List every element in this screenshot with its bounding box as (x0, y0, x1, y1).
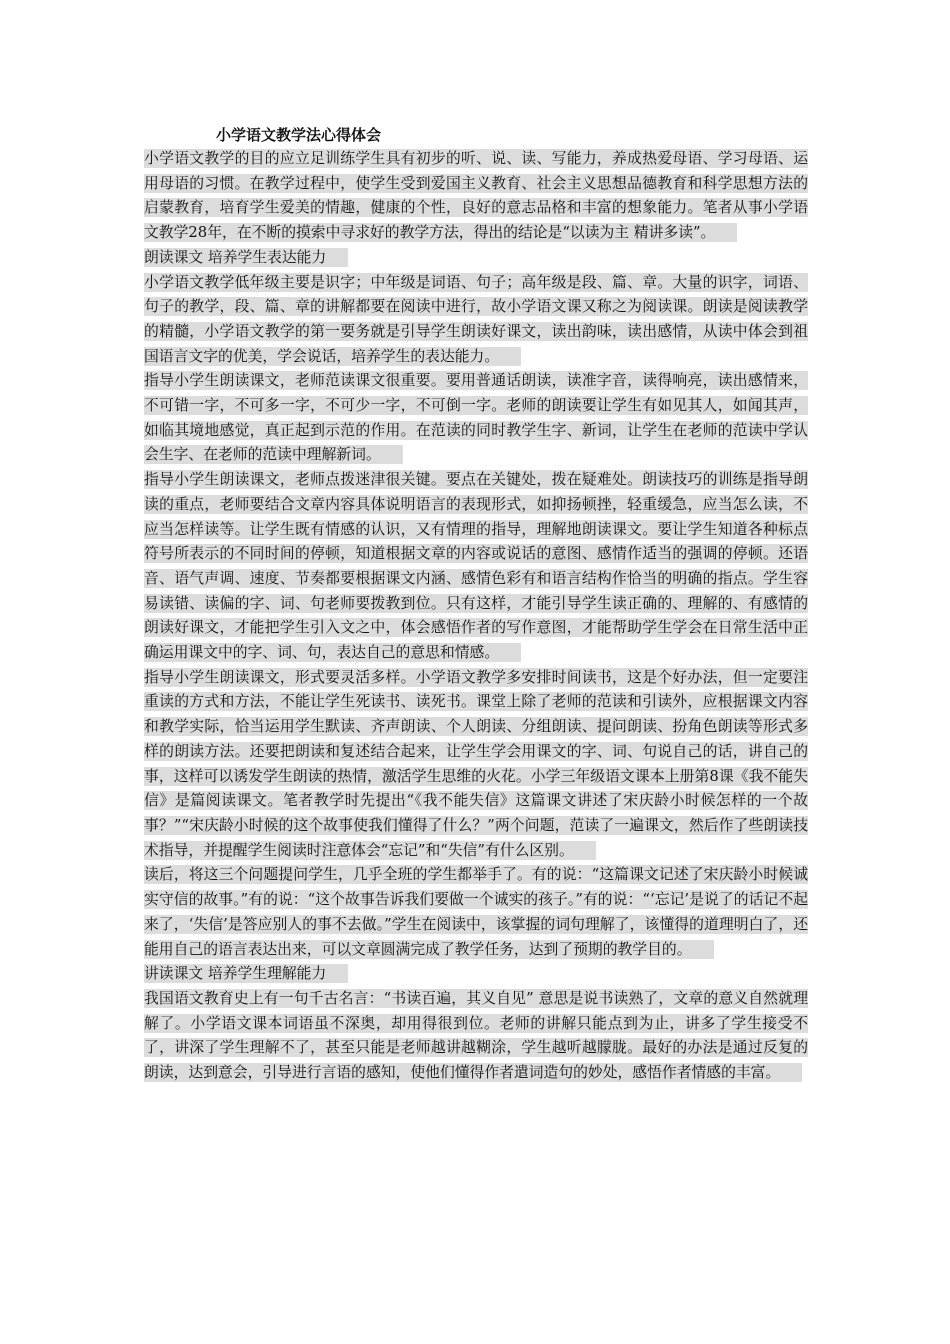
section-heading (144, 246, 808, 271)
paragraph (144, 468, 808, 666)
paragraph-text: 小学语文教学的目的应立足训练学生具有初步的听、说、读、写能力，养成热爱母语、学习母语、运用母语的习惯。在教学过程中，使学生受到爱国主义教育、社会主义思想品德教育和科学思想方法的启蒙教育，培育学生爱美的情趣，健康的个性，良好的意志品格和丰富的想象能力。笔者从事小学语文教学28年，在不断的摸索中寻求好的教学方法，得出的结论是“以读为主 精讲多读”。 (144, 150, 808, 242)
paragraph-text: 小学语文教学低年级主要是识字；中年级是词语、句子；高年级是段、篇、章。大量的识字，词语、句子的教学，段、篇、章的讲解都要在阅读中进行，故小学语文课又称之为阅读课。朗读是阅读教学的精髓，小学语文教学的第一要务就是引导学生朗读好课文，读出韵味，读出感情，从读中体会到祖国语言文字的优美，学会说话，培养学生的表达能力。 (144, 273, 808, 365)
paragraph (144, 147, 808, 246)
section-heading-text: 朗读课文 培养学生表达能力 (144, 248, 348, 267)
paragraph-text: 指导小学生朗读课文，老师点拨迷津很关键。要点在关键处，拨在疑难处。朗读技巧的训练是指导朗读的重点，老师要结合文章内容具体说明语言的表现形式，如抑扬顿挫，轻重缓急，应当怎么读，不应当怎样读等。让学生既有情感的认识，又有情理的指导，理解地朗读课文。要让学生知道各种标点符号所表示的不同时间的停顿，知道根据文章的内容或说话的意图、感情作适当的强调的停顿。还语音、语气声调、速度、节奏都要根据课文内涵、感情色彩有和语言结构作恰当的明确的指点。学生容易读错、读偏的字、词、句老师要拨教到位。只有这样，才能引导学生读正确的、理解的、有感情的朗读好课文，才能把学生引入文之中，体会感悟作者的写作意图，才能帮助学生学会在日常生活中正确运用课文中的字、词、句，表达自己的意思和情感。 (144, 471, 808, 662)
section-heading-text: 讲读课文 培养学生理解能力 (144, 964, 348, 983)
paragraph-text: 我国语文教育史上有一句千古名言：“书读百遍，其义自见” 意思是说书读熟了，文章的意义自然就理解了。小学语文课本词语虽不深奥，却用得很到位。老师的讲解只能点到为止，讲多了学生接受不了，讲深了学生理解不了，甚至只能是老师越讲越糊涂，学生越听越朦胧。最好的办法是通过反复的朗读，达到意会，引导进行言语的感知，使他们懂得作者遣词造句的妙处，感悟作者情感的丰富。 (144, 989, 808, 1082)
document-body (144, 147, 808, 1086)
document-page (144, 123, 808, 1086)
paragraph-text: 指导小学生朗读课文，老师范读课文很重要。要用普通话朗读，读准字音，读得响亮，读出感情来，不可错一字，不可多一字，不可少一字，不可倒一字。老师的朗读要让学生有如见其人，如闻其声，如临其境地感觉，真正起到示范的作用。在范读的同时教学生字、新词，让学生在老师的范读中学认会生字、在老师的范读中理解新词。 (144, 372, 808, 464)
paragraph (144, 863, 808, 962)
section-heading (144, 962, 808, 987)
paragraph (144, 271, 808, 370)
paragraph (144, 666, 808, 864)
paragraph (144, 369, 808, 468)
paragraph-text: 指导小学生朗读课文，形式要灵活多样。小学语文教学多安排时间读书，这是个好办法，但一定要注重读的方式和方法，不能让学生死读书、读死书。课堂上除了老师的范读和引读外，应根据课文内容和教学实际，恰当运用学生默读、齐声朗读、个人朗读、分组朗读、提问朗读、扮角色朗读等形式多样的朗读方法。还要把朗读和复述结合起来，让学生学会用课文的字、词、句说自己的话，讲自己的事，这样可以诱发学生朗读的热情，激活学生思维的火花。小学三年级语文课本上册第8课《我不能失信》是篇阅读课文。笔者教学时先提出“《我不能失信》这篇课文讲述了宋庆龄小时候怎样的一个故事？”“宋庆龄小时候的这个故事使我们懂得了什么？”两个问题，范读了一遍课文，然后作了些朗读技术指导，并提醒学生阅读时注意体会“忘记”和“失信”有什么区别。 (144, 668, 808, 859)
paragraph-text: 读后，将这三个问题提问学生，几乎全班的学生都举手了。有的说：“这篇课文记述了宋庆龄小时候诚实守信的故事。”有的说：“这个故事告诉我们要做一个诚实的孩子。”有的说：“‘忘记’是说了的话记不起来了，‘失信’是答应别人的事不去做。”学生在阅读中，该掌握的词句理解了，该懂得的道理明白了，还能用自己的语言表达出来，可以文章圆满完成了教学任务，达到了预期的教学目的。 (144, 866, 808, 958)
document-title: 小学语文教学法心得体会 (216, 126, 382, 144)
paragraph (144, 987, 808, 1086)
